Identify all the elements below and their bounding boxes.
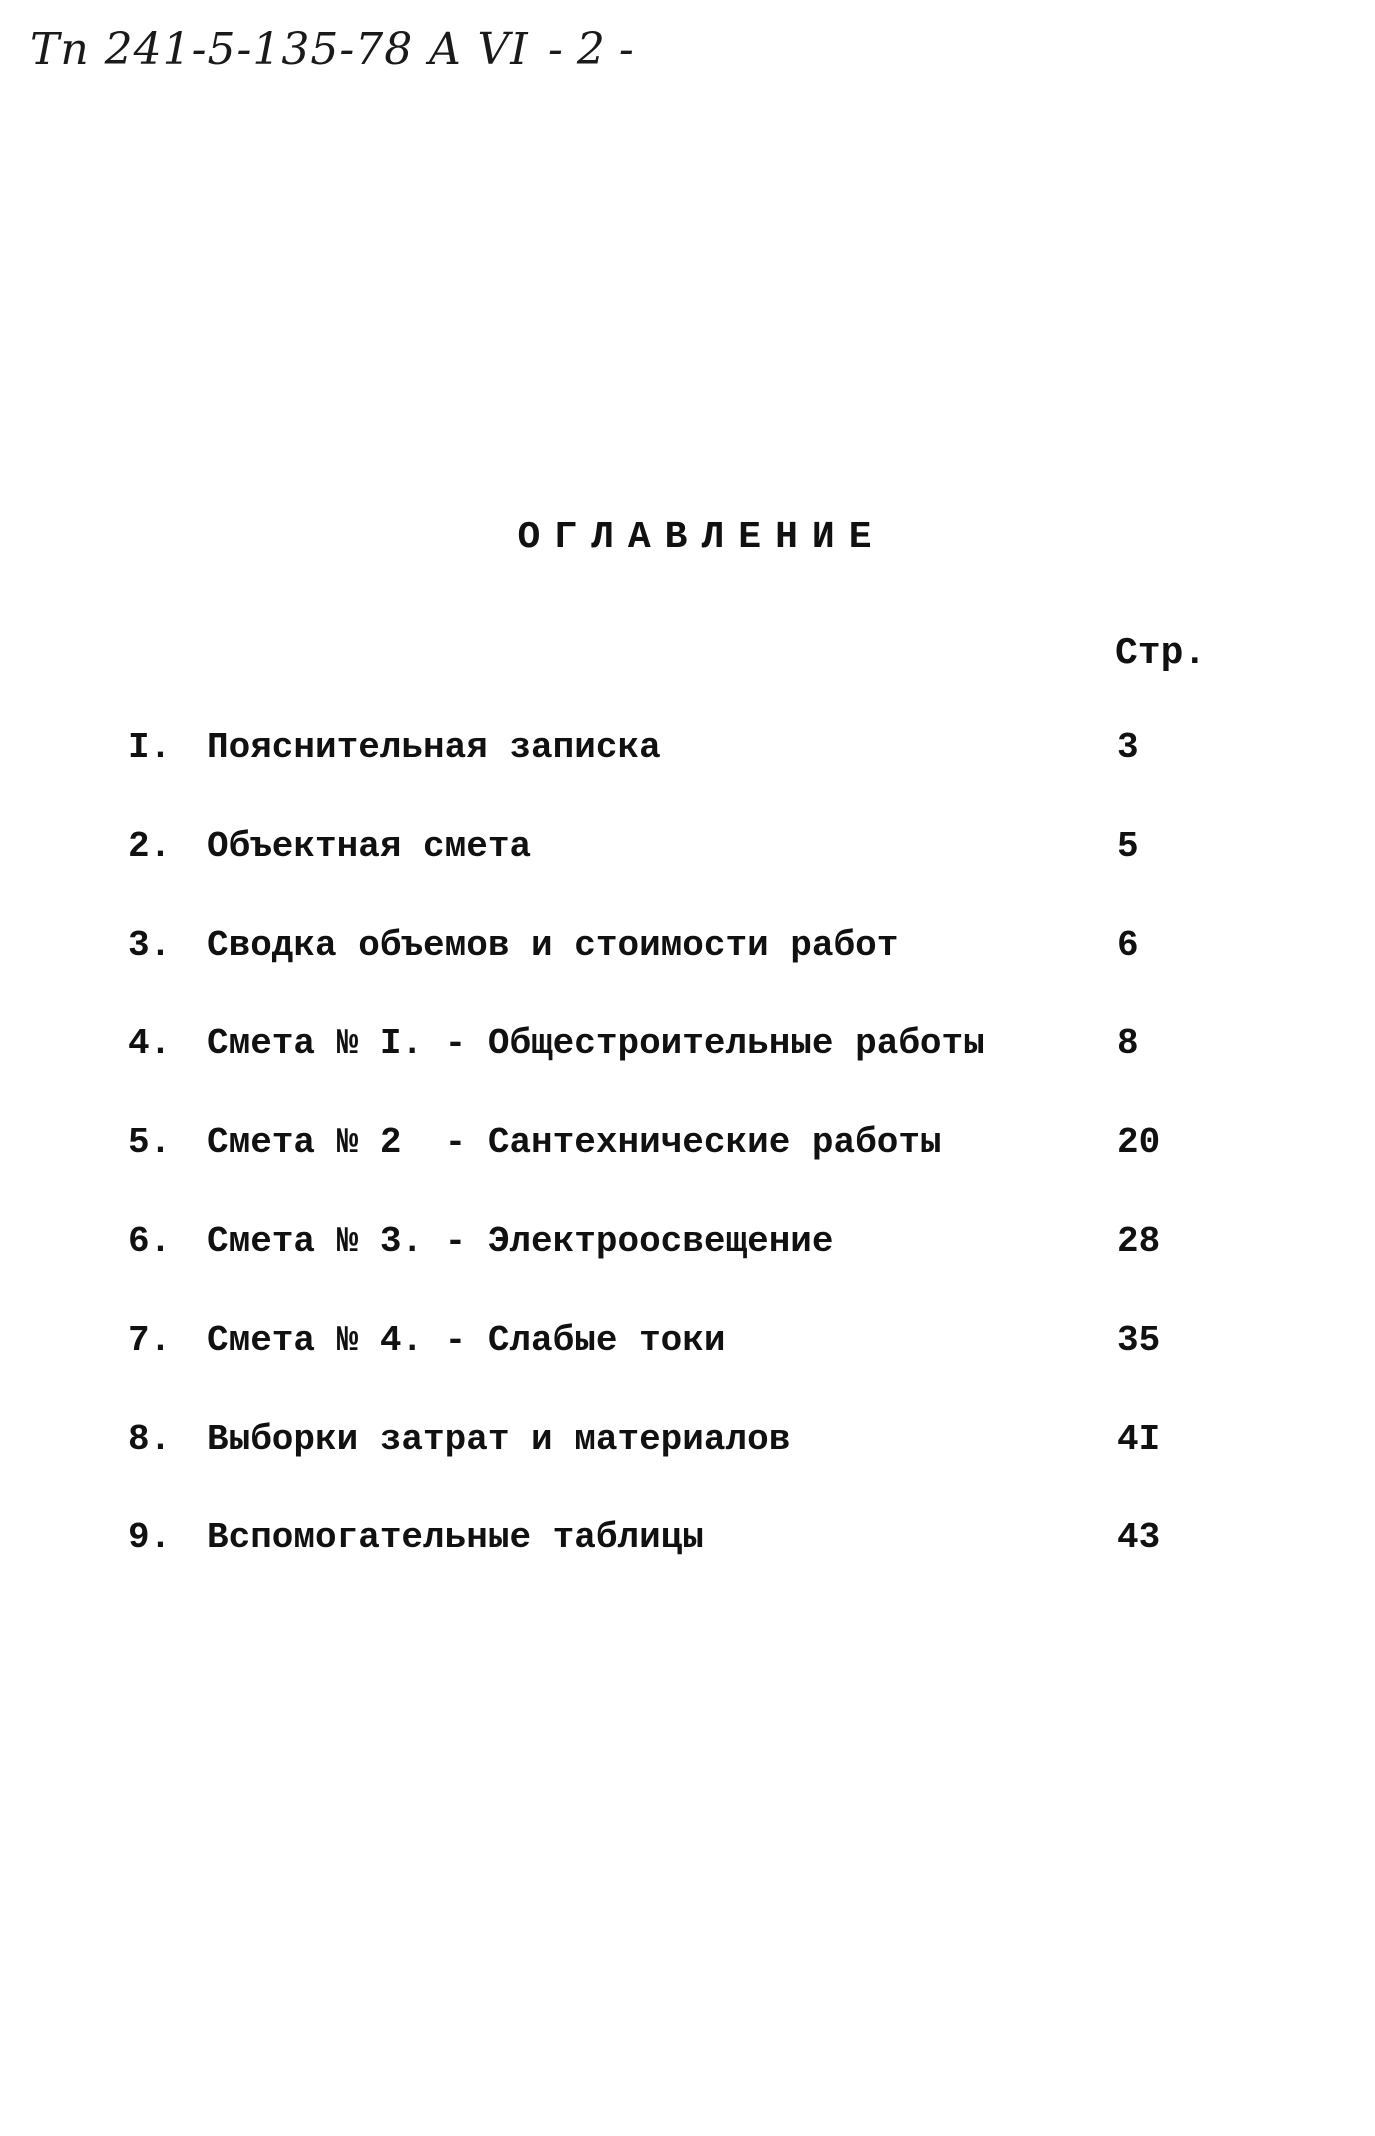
toc-item-page: 5 — [1117, 826, 1139, 867]
toc-item — [0, 1113, 1375, 1173]
toc-item-number: 8. — [128, 1419, 172, 1460]
toc-item-title: Пояснительная записка — [207, 727, 661, 768]
toc-item — [0, 1212, 1375, 1272]
toc-item-number: 3. — [128, 925, 172, 966]
toc-item-number: 7. — [128, 1320, 172, 1361]
toc-item-number: 5. — [128, 1122, 172, 1163]
document-code: Тп 241-5-135-78 А VI — [30, 24, 529, 75]
toc-item — [0, 1014, 1375, 1074]
toc-item-page: 6 — [1117, 925, 1139, 966]
toc-item — [0, 916, 1375, 976]
toc-title: ОГЛАВЛЕНИЕ — [517, 516, 886, 559]
toc-item-title: Объектная смета — [207, 826, 532, 867]
toc-item-number: 4. — [128, 1023, 172, 1064]
toc-item-title: Смета № 3. - Электроосвещение — [207, 1221, 834, 1262]
toc-item-title: Смета № 2 - Сантехнические работы — [207, 1122, 942, 1163]
toc-item — [0, 1410, 1375, 1470]
toc-item — [0, 817, 1375, 877]
toc-item-number: I. — [128, 727, 172, 768]
toc-item-page: 8 — [1117, 1023, 1139, 1064]
toc-item-page: 28 — [1117, 1221, 1161, 1262]
toc-item-page: 20 — [1117, 1122, 1161, 1163]
page-column-header: Стр. — [1115, 632, 1207, 675]
toc-item-page: 35 — [1117, 1320, 1161, 1361]
toc-item-number: 9. — [128, 1517, 172, 1558]
toc-item-title: Смета № 4. - Слабые токи — [207, 1320, 726, 1361]
toc-item — [0, 1508, 1375, 1568]
toc-item-number: 2. — [128, 826, 172, 867]
toc-item-number: 6. — [128, 1221, 172, 1262]
toc-item — [0, 1311, 1375, 1371]
toc-item-title: Сводка объемов и стоимости работ — [207, 925, 899, 966]
toc-item-page: 3 — [1117, 727, 1139, 768]
toc-item-page: 4I — [1117, 1419, 1161, 1460]
toc-item-title: Вспомогательные таблицы — [207, 1517, 704, 1558]
toc-item-title: Выборки затрат и материалов — [207, 1419, 791, 1460]
toc-item-title: Смета № I. - Общестроительные работы — [207, 1023, 985, 1064]
toc-item-page: 43 — [1117, 1517, 1161, 1558]
toc-item — [0, 718, 1375, 778]
page-number: - 2 - — [548, 24, 634, 75]
